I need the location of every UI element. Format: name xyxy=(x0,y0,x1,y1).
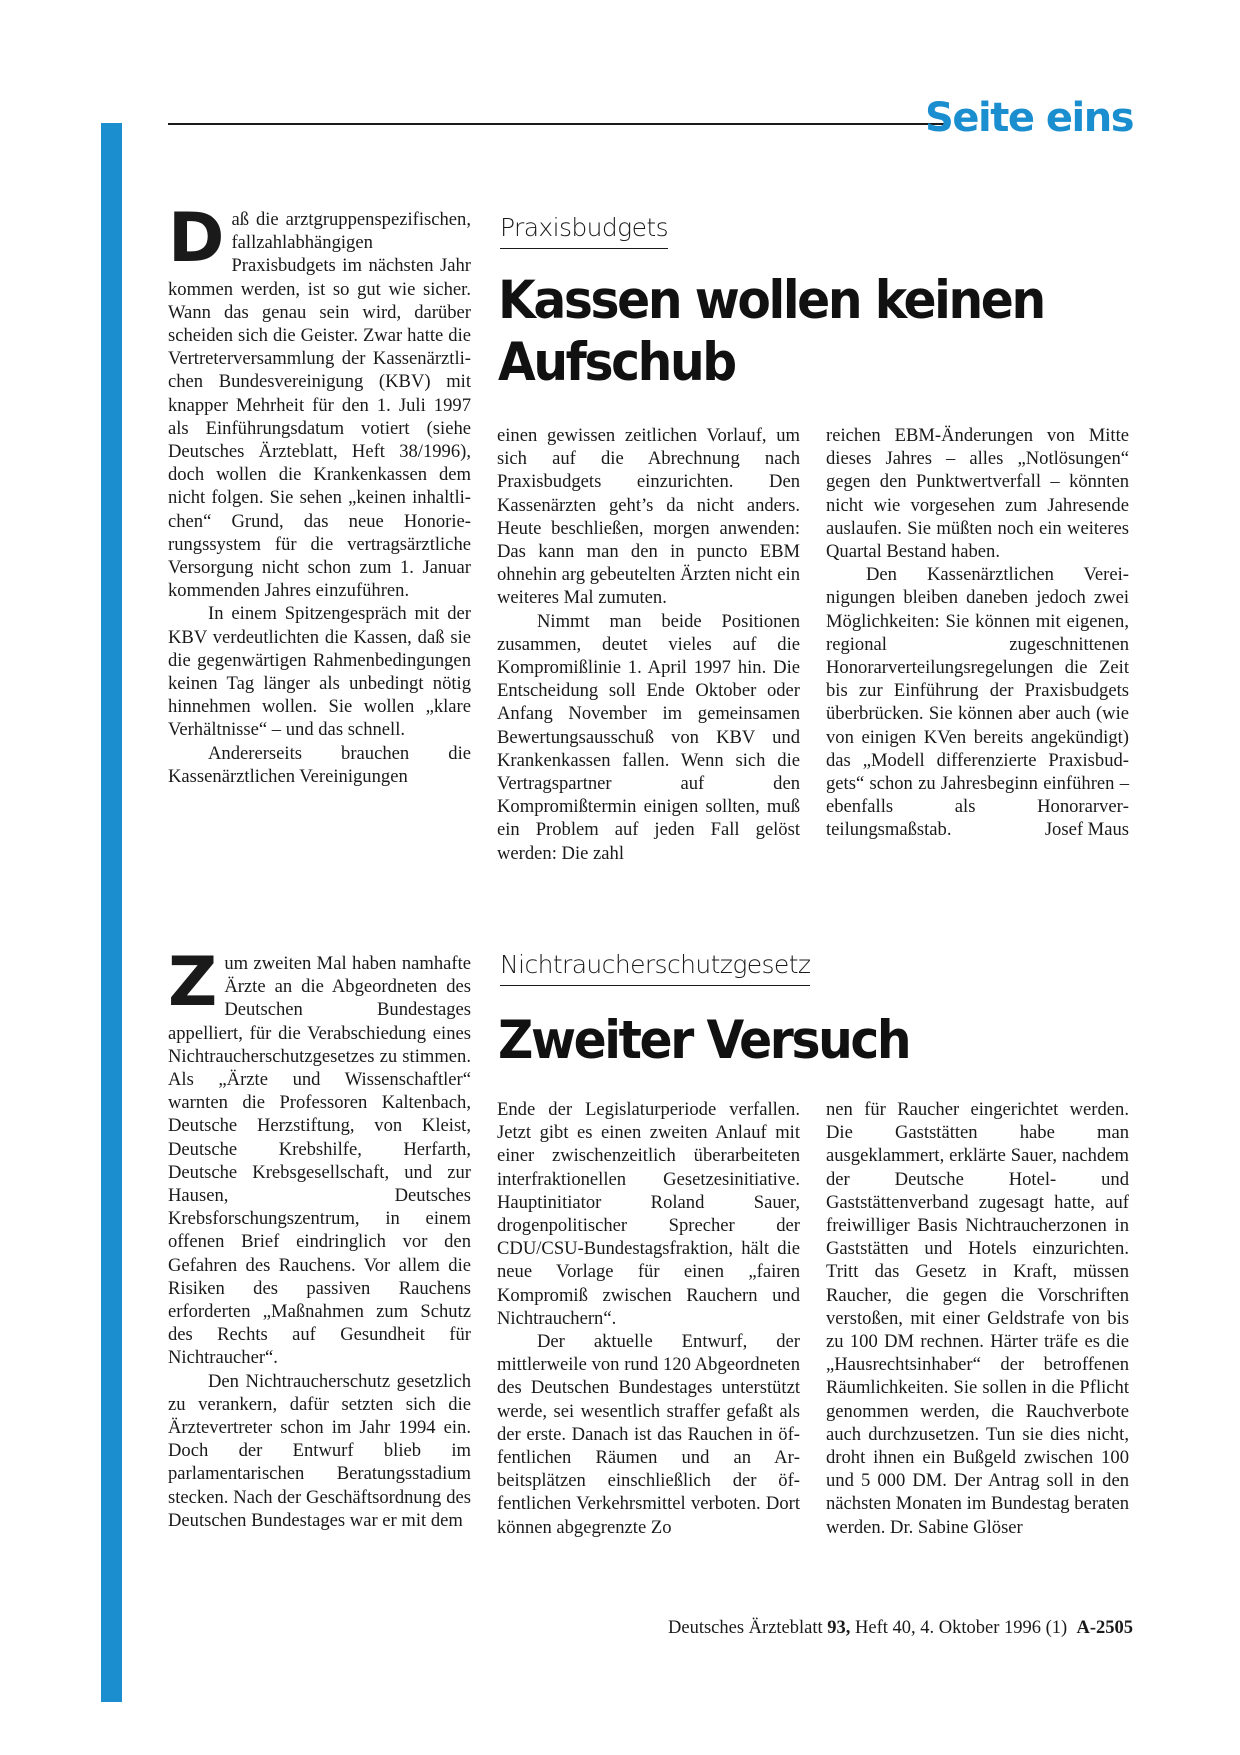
article1-column-1 xyxy=(168,199,471,788)
article1-headline xyxy=(498,270,1087,394)
article2-dropcap: Z xyxy=(168,943,218,1022)
article1-column-2 xyxy=(497,424,800,865)
article2-headline: Zweiter Versuch xyxy=(498,1010,910,1071)
header-rule xyxy=(168,123,948,125)
article2-col3-paragraph-1: nen für Raucher eingerichtet werden. Die Gaststätten habe man ausgeklammert, erklärte Sauer, nachdem der Deutsche Hotel- und Gaststättenverband zugesagt hatte, auf freiwilliger Basis Nichtraucherzonen in Gaststätten und Hotels einzurichten. Tritt das Gesetz in Kraft, müssen Raucher, die gegen die Vorschriften verstoßen, mit einer Geldstrafe von bis zu 100 DM rechnen. Härter träfe es die „Hausrechtsinhaber“ der betroffenen Räumlichkeiten. Sie sollen in die Pflicht genommen werden, die Rauchverbote auch durchzusetzen. Tun sie dies nicht, droht ihnen ein Bußgeld zwischen 100 und 5 000 DM. Der Antrag soll in den nächsten Monaten im Bundestag beraten werden. Dr. Sabine Glöser xyxy=(826,1099,1129,1538)
page-footer xyxy=(668,1618,1133,1639)
article1-col2-paragraph-1: einen gewissen zeitlichen Vorlauf, um sich auf die Abrechnung nach Praxisbudgets einzurichten. Den Kassenärzten geht’s da nicht anders. Heute beschließen, morgen anwenden: Das kann man den in puncto EBM ohnehin arg gebeutelten Ärzten nicht ein weiteres Mal zumuten. xyxy=(497,425,800,609)
accent-bar xyxy=(101,123,122,1702)
article2-col2-paragraph-2: Der aktuelle Entwurf, der mittlerweile von rund 120 Abgeordneten des Deutschen Bundestages unterstützt werde, sei wesentlich straffer gefaßt als der erste. Danach ist das Rauchen in öffentlichen Räumen und an Arbeitsplätzen einschließlich der öffentlichen Verkehrsmittel verboten. Dort können abgegrenzte Zo xyxy=(497,1331,800,1538)
article1-kicker: Praxisbudgets xyxy=(500,213,668,249)
article2-paragraph-2: Den Nichtraucherschutz gesetzlich zu verankern, dafür setzten sich die Ärztevertreter schon im Jahr 1994 ein. Doch der Entwurf blieb im parlamentarischen Beratungsstadium stecken. Nach der Geschäftsordnung des Deutschen Bundestages war er mit dem xyxy=(168,1370,471,1531)
article2-col2-paragraph-1: Ende der Legislaturperiode verfallen. Jetzt gibt es einen zweiten Anlauf mit einer zwischenzeitlich überarbeiteten interfraktionellen Gesetzesinitiative. Hauptinitiator Roland Sauer, drogenpolitischer Sprecher der CDU/CSU-Bundestagsfraktion, hält die neue Vorlage für einen „fairen Kompromiß zwischen Rauchern und Nichtrauchern“. xyxy=(497,1099,800,1329)
footer-volume: 93, xyxy=(827,1618,851,1638)
article1-paragraph-1: Daß die arztgruppenspezifischen, fallzahlabhängigen Praxisbudgets im nächsten Jahr kommen werden, ist so gut wie sicher. Wann das genau sein wird, darüber scheiden sich die Geister. Zwar hatte die Vertreterversammlung der Kassenärztlichen Bundesvereinigung (KBV) mit knapper Mehrheit für den 1. Juli 1997 als Einführungsdatum votiert (siehe Deutsches Ärzteblatt, Heft 38/1996), doch wollen die Krankenkassen dem nicht folgen. Sie sehen „keinen inhaltlichen“ Grund, das neue Honorierungssystem für die vertragsärztliche Versorgung nicht schon zum 1. Januar kommenden Jahres einzuführen. xyxy=(168,199,471,602)
article1-col3-paragraph-2: Den Kassenärztlichen Vereinigungen bleiben daneben jedoch zwei Möglichkeiten: Sie können mit eigenen, regional zugeschnittenen Honorarverteilungsregelungen die Zeit bis zur Einführung der Praxisbudgets überbrücken. Sie können aber auch (wie von einigen KVen bereits angekündigt) das „Modell differenzierte Praxisbudgets“ schon zu Jahresbeginn einführen – ebenfalls als Honorarverteilungsmaßstab. Josef Maus xyxy=(826,564,1129,841)
article1-col3-paragraph-1: reichen EBM-Änderungen von Mitte dieses Jahres – alles „Notlösungen“ gegen den Punktwertverfall – könnten nicht wie vorgesehen zum Jahresende auslaufen. Sie müßten noch ein weiteres Quartal Bestand haben. xyxy=(826,425,1129,563)
article1-column-3 xyxy=(826,424,1129,842)
article2-kicker: Nichtraucherschutzgesetz xyxy=(500,950,810,986)
article1-col2-paragraph-2: Nimmt man beide Positionen zusammen, deutet vieles auf die Kompromißlinie 1. April 1997 hin. Die Entscheidung soll Ende Oktober oder Anfang November im gemeinsamen Bewertungsausschuß von KBV und Krankenkassen fallen. Wenn sich die Vertragspartner auf den Kompromißtermin einigen sollten, muß ein Problem auf jeden Fall gelöst werden: Die zahl xyxy=(497,610,800,864)
article2-column-1 xyxy=(168,943,471,1532)
article2-column-2 xyxy=(497,1098,800,1539)
article1-headline-line1: Kassen wollen keinen xyxy=(498,270,1044,331)
section-title: Seite eins xyxy=(925,95,1133,141)
article2-author: Dr. Sabine Glöser xyxy=(890,1516,1023,1538)
footer-page-number: A-2505 xyxy=(1076,1618,1133,1638)
article2-column-3 xyxy=(826,1098,1129,1539)
article1-paragraph-2: In einem Spitzengespräch mit der KBV verdeutlichten die Kassen, daß sie die gegenwärtigen Rahmenbedingungen keinen Tag länger als unbedingt nötig hinnehmen wollen. Sie wollen „klare Verhältnisse“ – und das schnell. xyxy=(168,603,471,741)
article1-headline-line2: Aufschub xyxy=(498,332,735,393)
footer-issue: Heft 40, 4. Oktober 1996 (1) xyxy=(855,1618,1068,1638)
footer-journal: Deutsches Ärzteblatt xyxy=(668,1618,823,1638)
article1-author: Josef Maus xyxy=(1044,819,1129,841)
article2-paragraph-1: Zum zweiten Mal haben namhafte Ärzte an die Abgeordneten des Deutschen Bundestages appelliert, für die Verabschiedung eines Nichtraucherschutzgesetzes zu stimmen. Als „Ärzte und Wissenschaftler“ warnten die Professoren Kaltenbach, Deutsche Herzstiftung, von Kleist, Deutsche Krebshilfe, Herfarth, Deutsche Krebsgesellschaft, und zur Hausen, Deutsches Krebsforschungszentrum, in einem offenen Brief eindringlich vor den Gefahren des Rauchens. Vor allem die Risiken des passiven Rauchens erforderten „Maßnahmen zum Schutz des Rechts auf Gesundheit für Nichtraucher“. xyxy=(168,943,471,1369)
article1-paragraph-3: Andererseits brauchen die Kassenärztlichen Vereinigungen xyxy=(168,742,471,787)
article1-dropcap: D xyxy=(168,199,225,278)
